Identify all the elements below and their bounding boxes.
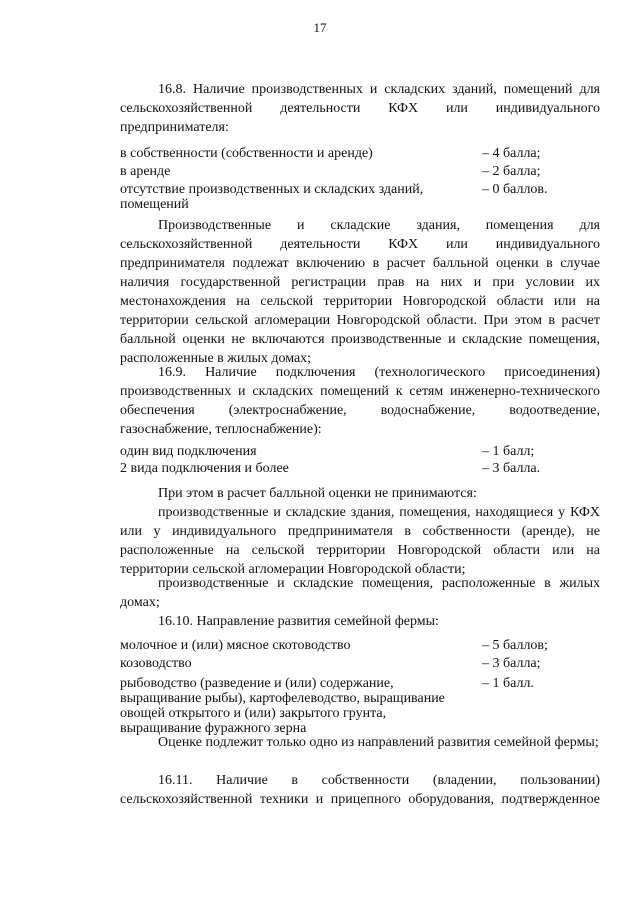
score-label: отсутствие производственных и складских зданий, помещений (120, 182, 424, 212)
score-label: один вид подключения (120, 444, 257, 459)
score-value: – 3 балла. (482, 461, 541, 476)
score-label: в аренде (120, 164, 171, 179)
item-16-8-heading: 16.8. Наличие производственных и складских зданий, помещений для сельскохозяйственной деятельности КФХ или индивидуального предпринимателя: (120, 82, 600, 135)
item-16-11-heading: 16.11. Наличие в собственности (владении, пользовании) сельскохозяйственной техники и прицепного оборудования, подтвержденное (120, 773, 600, 807)
score-label: рыбоводство (разведение и (или) содержание, выращивание рыбы), картофелеводство, выращивание овощей открытого и (или) закрытого грунта, выращивание фуражного зерна (120, 676, 445, 736)
page-number: 17 (313, 20, 327, 35)
score-value: – 4 балла; (482, 146, 541, 161)
item-16-9-exclusion-2: производственные и складские помещения, расположенные в жилых домах; (120, 576, 600, 610)
item-16-10-heading: 16.10. Направление развития семейной фермы: (158, 614, 439, 629)
item-16-9-intro: При этом в расчет балльной оценки не принимаются: (158, 486, 477, 501)
item-16-8-note: Производственные и складские здания, помещения для сельскохозяйственной деятельности КФХ или индивидуального предпринимателя подлежат включению в расчет балльной оценки в случае наличия государственной регистрации прав на них и при условии их местонахождения на сельской территории Новгородской области или на территории сельской агломерации Новгородской области. При этом в расчет балльной оценки не включаются производственные и складские помещения, расположенные в жилых домах; (120, 218, 600, 366)
score-label: 2 вида подключения и более (120, 461, 289, 476)
item-16-9-exclusion-1: производственные и складские здания, помещения, находящиеся у КФХ или у индивидуального предпринимателя в собственности (аренде), не расположенные на сельской территории Новгородской области или на территории сельской агломерации Новгородской области; (120, 505, 600, 577)
score-value: – 2 балла; (482, 164, 541, 179)
score-value: – 3 балла; (482, 656, 541, 671)
score-label: молочное и (или) мясное скотоводство (120, 638, 351, 653)
score-label: козоводство (120, 656, 192, 671)
score-value: – 5 баллов; (482, 638, 548, 653)
score-label: в собственности (собственности и аренде) (120, 146, 373, 161)
score-value: – 0 баллов. (482, 182, 548, 197)
score-value: – 1 балл; (482, 444, 535, 459)
score-value: – 1 балл. (482, 676, 534, 691)
item-16-9-heading: 16.9. Наличие подключения (технологического присоединения) производственных и складских помещений к сетям инженерно-технического обеспечения (электроснабжение, водоснабжение, водоотведение, газоснабжение, теплоснабжение): (120, 365, 600, 437)
item-16-10-note: Оценке подлежит только одно из направлений развития семейной фермы; (158, 735, 599, 750)
